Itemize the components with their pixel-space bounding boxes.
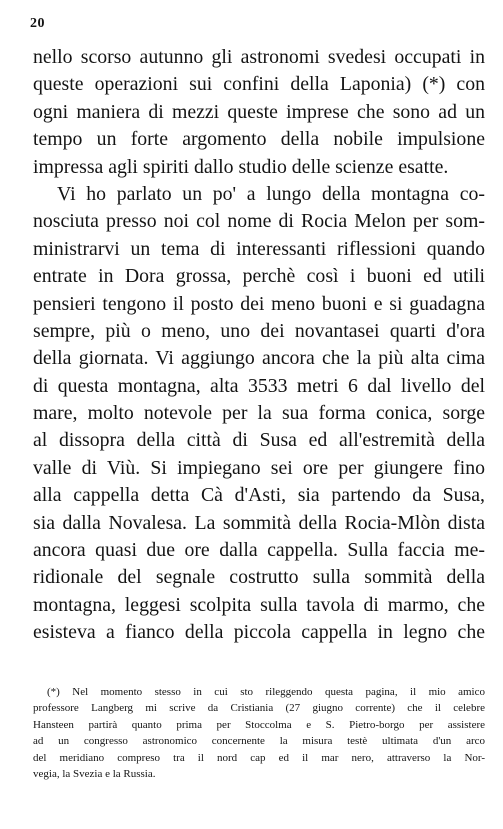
text-line-17: alla cappella detta Cà d'Asti, sia partendo da Susa, [33, 484, 485, 507]
text-line-21: montagna, leggesi scolpita sulla tavola di marmo, che [33, 593, 485, 616]
text-line-9: entrate in Dora grossa, perchè così i buoni ed utili [33, 265, 485, 288]
footnote-line-1: (*) Nel momento stesso in cui sto rileggendo questa pagina, il mio amico [47, 686, 485, 698]
text-line-8: ministrarvi un tema di interessanti riflessioni quando [33, 237, 485, 260]
text-line-22: esisteva a fianco della piccola cappella in legno che [33, 621, 485, 644]
text-line-18: sia dalla Novalesa. La sommità della Rocia-Mlòn dista [33, 511, 485, 534]
text-line-14: mare, molto notevole per la sua forma conica, sorge [33, 402, 485, 425]
text-line-20: ridionale del segnale costrutto sulla sommità della [33, 566, 485, 589]
body-text [33, 44, 485, 647]
text-line-15: al dissopra della città di Susa ed all'estremità della [33, 429, 485, 452]
text-line-11: sempre, più o meno, uno dei novantasei quarti d'ora [33, 319, 485, 342]
footnote-line-2: professore Langberg mi scrive da Cristiania (27 giugno corrente) che il celebre [33, 702, 485, 715]
text-line-16: valle di Viù. Si impiegano sei ore per giungere fino [33, 456, 485, 479]
text-line-6: Vi ho parlato un po' a lungo della montagna co- [57, 182, 485, 205]
footnote-line-6: vegia, la Svezia e la Russia. [33, 767, 156, 780]
text-line-1: nello scorso autunno gli astronomi svedesi occupati in [33, 46, 485, 68]
text-line-4: tempo un forte argomento della nobile impulsione [33, 128, 485, 151]
footnote [33, 684, 485, 782]
text-line-10: pensieri tengono il posto dei meno buoni e si guadagna [33, 292, 485, 315]
text-line-3: ogni maniera di mezzi queste imprese che sono ad un [33, 100, 485, 123]
footnote-line-5: del meridiano compreso tra il nord cap ed il mar nero, attraverso la Nor- [33, 751, 485, 764]
text-line-5: impressa agli spiriti dallo studio delle scienze esatte. [33, 155, 449, 178]
page-number: 20 [30, 16, 45, 31]
text-line-7: nosciuta presso noi col nome di Rocia Melon per som- [33, 210, 485, 233]
footnote-line-3: Hansteen partirà quanto prima per Stoccolma e S. Pietro-borgo per assistere [33, 718, 485, 731]
text-line-12: della giornata. Vi aggiungo ancora che la più alta cima [33, 347, 485, 370]
footnote-line-4: ad un congresso astronomico concernente la misura testè ultimata d'un arco [33, 735, 485, 748]
text-line-2: queste operazioni sui confini della Laponia) (*) con [33, 73, 485, 96]
text-line-13: di questa montagna, alta 3533 metri 6 dal livello del [33, 374, 485, 397]
text-line-19: ancora quasi due ore dalla cappella. Sulla faccia me- [33, 539, 485, 562]
